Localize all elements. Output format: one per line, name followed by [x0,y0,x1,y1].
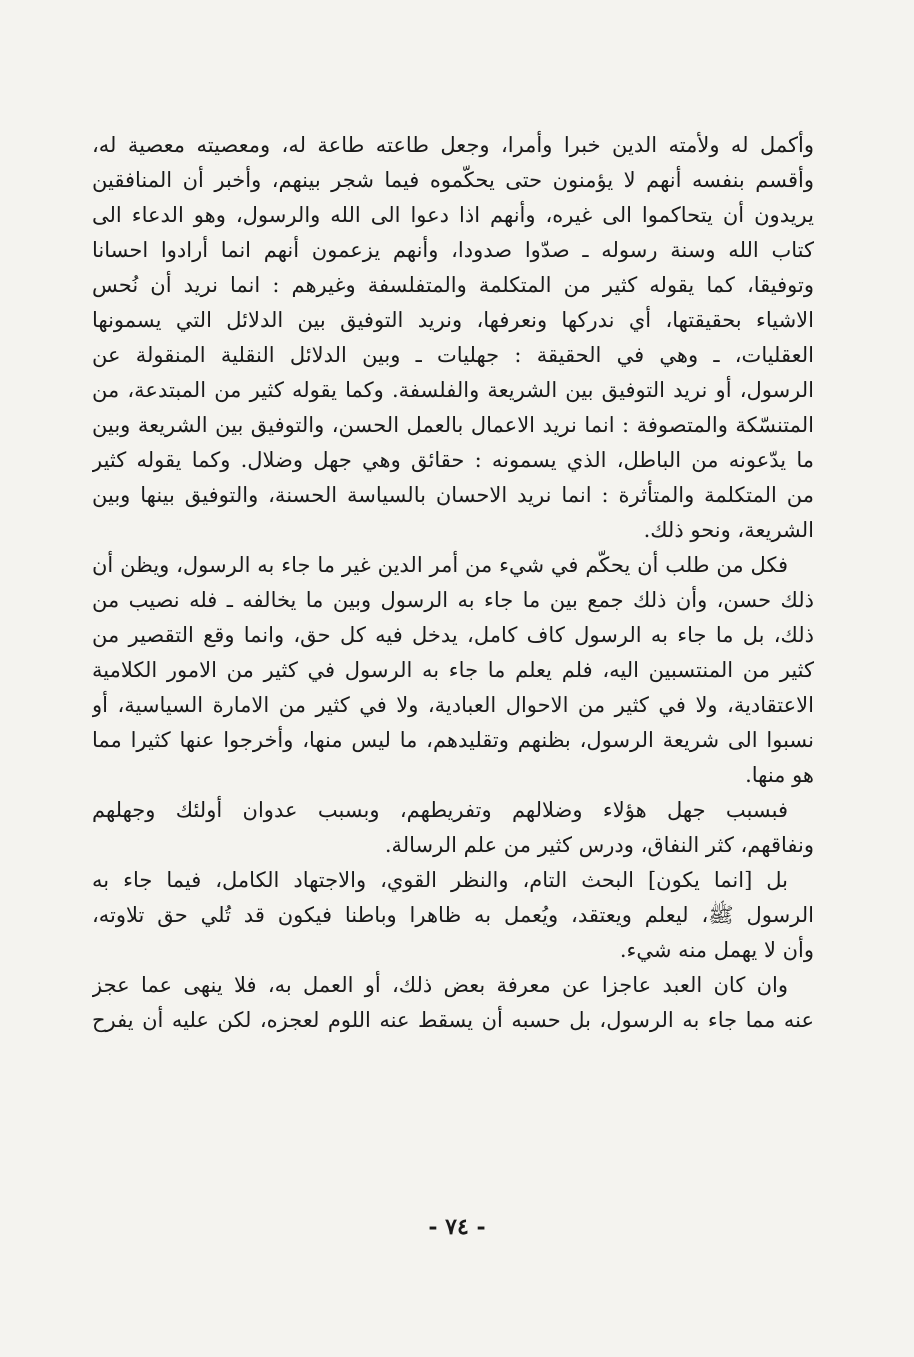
text-line: من المتكلمة والمتأثرة : انما نريد الاحسان بالسياسة الحسنة، والتوفيق بينها وبين [92,483,814,507]
text-line: بل [انما يكون] البحث التام، والنظر القوي، والاجتهاد الكامل، فيما جاء به [92,868,788,892]
text-line: الاشياء بحقيقتها، أي ندركها ونعرفها، ونريد التوفيق بين الدلائل التي يسمونها [92,308,814,332]
text-line: هو منها. [745,763,814,787]
text-line: كتاب الله وسنة رسوله ـ صدّوا صدودا، وأنهم يزعمون أنهم انما أرادوا احسانا [92,238,814,262]
page-number: - ٧٤ - [428,1214,486,1240]
text-line: العقليات، ـ وهي في الحقيقة : جهليات ـ وبين الدلائل النقلية المنقولة عن [92,343,814,367]
text-line: الرسول ﷺ، ليعلم ويعتقد، ويُعمل به ظاهرا وباطنا فيكون قد تُلي حق تلاوته، [92,903,814,927]
text-line: ما يدّعونه من الباطل، الذي يسمونه : حقائق وهي جهل وضلال. وكما يقوله كثير [92,448,814,472]
text-line: نسبوا الى شريعة الرسول، بظنهم وتقليدهم، ما ليس منها، وأخرجوا عنها كثيرا مما [92,728,814,752]
text-line: الاعتقادية، ولا في كثير من الاحوال العبادية، ولا في كثير من الامارة السياسية، أو [92,693,814,717]
text-line: وأكمل له ولأمته الدين خبرا وأمرا، وجعل طاعته طاعة له، ومعصيته معصية له، [92,133,814,157]
text-line: وان كان العبد عاجزا عن معرفة بعض ذلك، أو العمل به، فلا ينهى عما عجز [92,973,788,997]
text-line: الرسول، أو نريد التوفيق بين الشريعة والفلسفة. وكما يقوله كثير من المبتدعة، من [92,378,814,402]
text-line: كثير من المنتسبين اليه، فلم يعلم ما جاء به الرسول في كثير من الامور الكلامية [92,658,814,682]
text-line: وأن لا يهمل منه شيء. [619,938,814,962]
text-line: فكل من طلب أن يحكّم في شيء من أمر الدين غير ما جاء به الرسول، ويظن أن [92,553,788,577]
body-text [92,128,814,1038]
text-line: فبسبب جهل هؤلاء وضلالهم وتفريطهم، وبسبب عدوان أولئك وجهلهم [92,798,788,822]
text-line: عنه مما جاء به الرسول، بل حسبه أن يسقط عنه اللوم لعجزه، لكن عليه أن يفرح [92,1008,814,1032]
text-line: الشريعة، ونحو ذلك. [643,518,814,542]
text-line: ذلك حسن، وأن ذلك جمع بين ما جاء به الرسول وبين ما يخالفه ـ فله نصيب من [92,588,814,612]
text-line: ذلك، بل ما جاء به الرسول كاف كامل، يدخل فيه كل حق، وانما وقع التقصير من [92,623,814,647]
text-line: ونفاقهم، كثر النفاق، ودرس كثير من علم الرسالة. [384,833,814,857]
text-line: المتنسّكة والمتصوفة : انما نريد الاعمال بالعمل الحسن، والتوفيق بين الشريعة وبين [92,413,814,437]
text-line: وتوفيقا، كما يقوله كثير من المتكلمة والمتفلسفة وغيرهم : انما نريد أن نُحس [92,273,814,297]
text-line: وأقسم بنفسه أنهم لا يؤمنون حتى يحكّموه فيما شجر بينهم، وأخبر أن المنافقين [92,168,814,192]
text-line: يريدون أن يتحاكموا الى غيره، وأنهم اذا دعوا الى الله والرسول، وهو الدعاء الى [92,203,814,227]
